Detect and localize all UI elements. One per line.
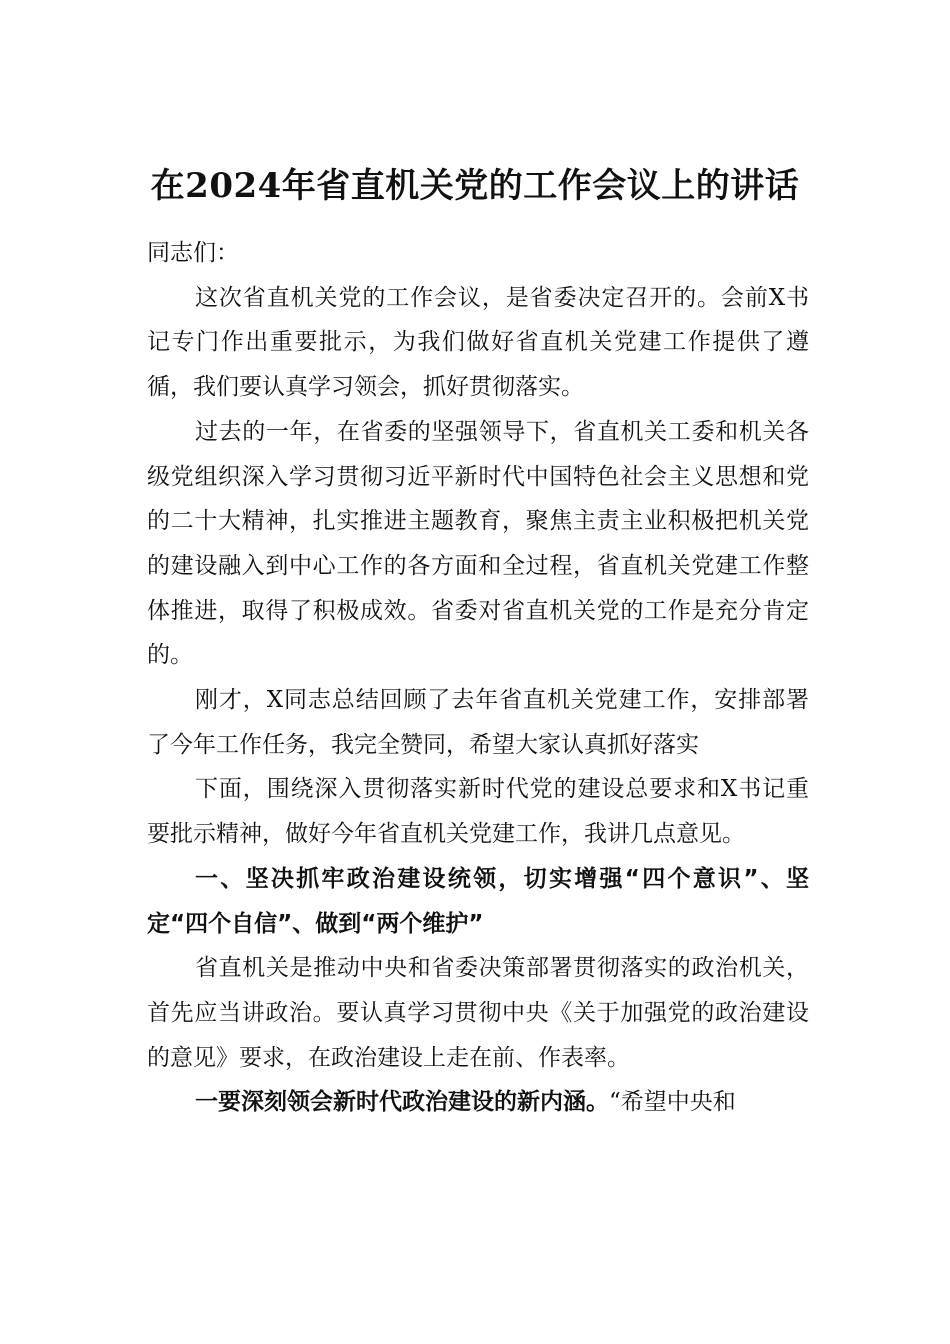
paragraph-6-text: “希望中央和 xyxy=(609,1089,736,1116)
paragraph-4: 下面，围绕深入贯彻落实新时代党的建设总要求和X书记重要批示精神，做好今年省直机关党建工作，我讲几点意见。 xyxy=(147,776,809,848)
paragraph-2: 过去的一年，在省委的坚强领导下，省直机关工委和机关各级党组织深入学习贯彻习近平新时代中国特色社会主义思想和党的二十大精神，扎实推进主题教育，聚焦主责主业积极把机关党的建设融入到中心工作的各方面和全过程，省直机关党建工作整体推进，取得了积极成效。省委对省直机关党的工作是充分肯定的。 xyxy=(147,418,809,669)
paragraph-5: 省直机关是推动中央和省委决策部署贯彻落实的政治机关，首先应当讲政治。要认真学习贯彻中央《关于加强党的政治建设的意见》要求，在政治建设上走在前、作表率。 xyxy=(147,955,809,1071)
paragraph-6 xyxy=(147,1080,809,1125)
section-heading-1: 一、坚决抓牢政治建设统领，切实增强“四个意识”、坚定“四个自信”、做到“两个维护” xyxy=(147,865,809,937)
paragraph-1: 这次省直机关党的工作会议，是省委决定召开的。会前X书记专门作出重要批示，为我们做好省直机关党建工作提供了遵循，我们要认真学习领会，抓好贯彻落实。 xyxy=(147,284,809,401)
document-title: 在2024年省直机关党的工作会议上的讲话 xyxy=(150,166,800,206)
document-body xyxy=(147,231,809,1125)
salutation: 同志们： xyxy=(147,240,239,266)
paragraph-3: 刚才，X同志总结回顾了去年省直机关党建工作，安排部署了今年工作任务，我完全赞同，希望大家认真抓好落实 xyxy=(147,687,809,758)
paragraph-6-lead: 一要深刻领会新时代政治建设的新内涵。 xyxy=(195,1088,609,1116)
